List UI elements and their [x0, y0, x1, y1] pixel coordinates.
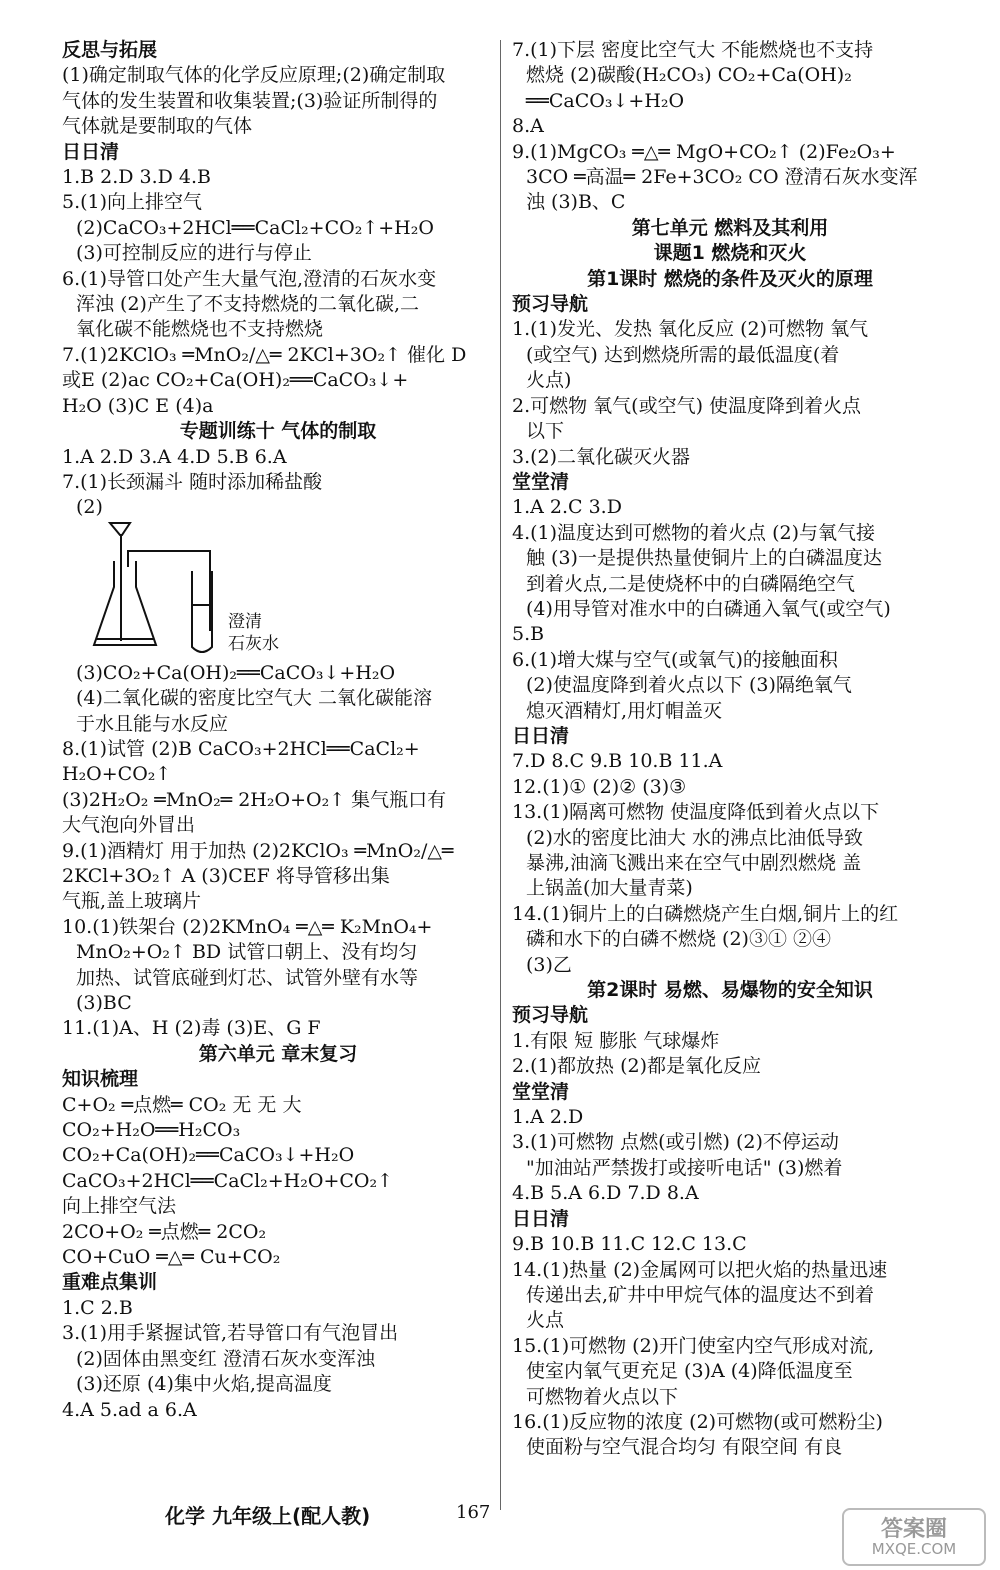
answer-line: 13.(1)隔离可燃物 使温度降低到着火点以下: [512, 801, 880, 824]
answer-line: 4.A 5.ad a 6.A: [62, 1398, 197, 1421]
answer-line: 火点): [526, 369, 572, 392]
answer-line: 气体就是要制取的气体: [62, 115, 253, 138]
answer-line: (2)固体由黑变红 澄清石灰水变浑浊: [76, 1347, 375, 1370]
answer-line: (3)2H₂O₂ ═MnO₂═ 2H₂O+O₂↑ 集气瓶口有: [62, 788, 447, 811]
answer-line: 或E (2)ac CO₂+Ca(OH)₂══CaCO₃↓+: [62, 369, 409, 392]
section-heading: 专题训练十 气体的制取: [179, 420, 377, 443]
answer-line: 浑浊 (2)产生了不支持燃烧的二氧化碳,二: [76, 293, 419, 316]
answer-line: ══CaCO₃↓+H₂O: [526, 89, 685, 112]
flask: [94, 561, 156, 645]
answer-line: 2CO+O₂ ═点燃═ 2CO₂: [62, 1220, 267, 1243]
answer-line: CO₂+Ca(OH)₂══CaCO₃↓+H₂O: [62, 1144, 355, 1167]
answer-line: 大气泡向外冒出: [62, 814, 196, 837]
answer-line: (3)CO₂+Ca(OH)₂══CaCO₃↓+H₂O: [76, 661, 396, 684]
answer-line: (2)水的密度比油大 水的沸点比油低导致: [526, 826, 863, 849]
answer-line: 使室内氧气更充足 (3)A (4)降低温度至: [526, 1360, 853, 1383]
answer-line: 上锅盖(加大量青菜): [526, 877, 693, 900]
section-heading: 第六单元 章末复习: [198, 1042, 358, 1065]
answer-line: 1.有限 短 膨胀 气球爆炸: [512, 1029, 720, 1052]
answer-line: 9.(1)MgCO₃ ═△═ MgO+CO₂↑ (2)Fe₂O₃+: [512, 140, 896, 163]
answer-line: 3.(1)用手紧握试管,若导管口有气泡冒出: [62, 1322, 399, 1345]
answer-line: 1.C 2.B: [62, 1296, 133, 1319]
answer-line: 传递出去,矿井中甲烷气体的温度达不到着: [526, 1283, 875, 1306]
answer-line: 1.B 2.D 3.D 4.B: [62, 166, 212, 189]
section-heading: 预习导航: [512, 1004, 589, 1027]
footer-subject: 化学 九年级上(配人教): [165, 1504, 371, 1528]
answer-line: 2.(1)都放热 (2)都是氧化反应: [512, 1055, 761, 1078]
answer-line: (4)用导管对准水中的白磷通入氧气(或空气): [526, 597, 891, 620]
watermark-logo: [842, 1508, 986, 1566]
answer-line: CaCO₃+2HCl══CaCl₂+H₂O+CO₂↑: [62, 1169, 394, 1192]
section-heading: 日日清: [62, 140, 120, 163]
watermark-line1: 答案圈: [880, 1517, 947, 1542]
answer-line: 1.A 2.C 3.D: [512, 496, 622, 519]
answer-line: CO₂+H₂O══H₂CO₃: [62, 1119, 241, 1142]
answer-line: 7.(1)下层 密度比空气大 不能燃烧也不支持: [512, 39, 874, 61]
answer-line: 11.(1)A、H (2)毒 (3)E、G F: [62, 1017, 321, 1040]
answer-line: 熄灭酒精灯,用灯帽盖灭: [526, 699, 723, 722]
answer-line: H₂O+CO₂↑: [62, 763, 172, 786]
section-heading: 第2课时 易燃、易爆物的安全知识: [587, 979, 873, 1002]
section-heading: 课题1 燃烧和灭火: [653, 242, 807, 265]
answer-line: 1.(1)发光、发热 氧化反应 (2)可燃物 氧气: [512, 318, 869, 341]
answer-line: 4.(1)温度达到可燃物的着火点 (2)与氧气接: [512, 521, 875, 544]
answer-line: 5.(1)向上排空气: [62, 191, 203, 214]
delivery-tube: [128, 551, 210, 631]
answer-line: 使面粉与空气混合均匀 有限空间 有良: [526, 1436, 843, 1459]
answer-line: 8.(1)试管 (2)B CaCO₃+2HCl══CaCl₂+: [62, 737, 420, 760]
answer-line: (3)BC: [76, 992, 132, 1014]
section-heading: 重难点集训: [62, 1271, 158, 1294]
answer-line: 到着火点,二是使烧杯中的白磷隔绝空气: [526, 572, 856, 595]
figure-label-1: 澄清: [228, 611, 262, 632]
answer-line: 于水且能与水反应: [76, 712, 229, 735]
answer-line: 2.可燃物 氧气(或空气) 使温度降到着火点: [512, 394, 862, 417]
answer-line: 气瓶,盖上玻璃片: [62, 890, 202, 913]
answer-line: 3.(1)可燃物 点燃(或引燃) (2)不停运动: [512, 1131, 839, 1154]
answer-line: 暴沸,油滴飞溅出来在空气中剧烈燃烧 盖: [526, 852, 862, 874]
answer-line: 气体的发生装置和收集装置;(3)验证所制得的: [62, 89, 438, 112]
answer-line: CO+CuO ═△═ Cu+CO₂: [62, 1246, 281, 1269]
answer-line: 触 (3)一是提供热量使铜片上的白磷温度达: [526, 547, 882, 570]
answer-line: 5.B: [512, 623, 545, 646]
answer-line: (3)乙: [526, 953, 572, 976]
section-heading: 知识梳理: [62, 1068, 139, 1091]
answer-line: 磷和水下的白磷不燃烧 (2)③① ②④: [526, 928, 831, 951]
section-heading: 预习导航: [512, 293, 589, 316]
page-number: 167: [456, 1502, 491, 1523]
apparatus-diagram: [62, 521, 494, 661]
answer-line: 4.B 5.A 6.D 7.D 8.A: [512, 1182, 699, 1205]
answer-line: 加热、试管底碰到灯芯、试管外壁有水等: [76, 966, 419, 989]
section-heading: 堂堂清: [512, 470, 570, 493]
answer-line: 火点: [526, 1309, 565, 1332]
answer-line: 15.(1)可燃物 (2)开门使室内空气形成对流,: [512, 1334, 875, 1357]
watermark-line2: MXQE.COM: [871, 1540, 957, 1558]
answer-line: (或空气) 达到燃烧所需的最低温度(着: [526, 343, 840, 366]
answer-line: 2KCl+3O₂↑ A (3)CEF 将导管移出集: [62, 864, 390, 887]
answer-line: 16.(1)反应物的浓度 (2)可燃物(或可燃粉尘): [512, 1410, 883, 1433]
answer-line: (2)CaCO₃+2HCl══CaCl₂+CO₂↑+H₂O: [76, 216, 434, 239]
answer-line: (4)二氧化碳的密度比空气大 二氧化碳能溶: [76, 687, 432, 710]
answer-line: 14.(1)铜片上的白磷燃烧产生白烟,铜片上的红: [512, 902, 899, 925]
answer-line: (1)确定制取气体的化学反应原理;(2)确定制取: [62, 64, 446, 87]
section-heading: 第七单元 燃料及其利用: [631, 216, 829, 239]
answer-line: 12.(1)① (2)② (3)③: [512, 775, 687, 798]
answer-line: 燃烧 (2)碳酸(H₂CO₃) CO₂+Ca(OH)₂: [526, 64, 852, 87]
answer-line: 可燃物着火点以下: [526, 1385, 679, 1408]
answer-line: 3CO ═高温═ 2Fe+3CO₂ CO 澄清石灰水变浑: [526, 166, 918, 189]
answer-line: 7.(1)2KClO₃ ═MnO₂/△═ 2KCl+3O₂↑ 催化 D: [62, 343, 467, 366]
answer-line: 14.(1)热量 (2)金属网可以把火焰的热量迅速: [512, 1258, 888, 1281]
section-heading: 日日清: [512, 1207, 570, 1230]
answer-line: C+O₂ ═点燃═ CO₂ 无 无 大: [62, 1093, 302, 1116]
section-heading: 反思与拓展: [62, 39, 158, 61]
section-heading: 日日清: [512, 724, 570, 747]
answer-line: (2): [76, 496, 103, 519]
answer-line: 6.(1)导管口处产生大量气泡,澄清的石灰水变: [62, 267, 437, 290]
funnel: [110, 523, 130, 535]
section-heading: 第1课时 燃烧的条件及灭火的原理: [587, 267, 873, 290]
answer-line: 10.(1)铁架台 (2)2KMnO₄ ═△═ K₂MnO₄+: [62, 915, 433, 938]
answer-line: 6.(1)增大煤与空气(或氧气)的接触面积: [512, 648, 838, 671]
answer-line: 9.B 10.B 11.C 12.C 13.C: [512, 1233, 747, 1256]
left-column: [62, 38, 494, 1423]
answer-line: 氧化碳不能燃烧也不支持燃烧: [76, 318, 324, 341]
answer-line: 7.D 8.C 9.B 10.B 11.A: [512, 750, 723, 773]
answer-line: 向上排空气法: [62, 1195, 177, 1218]
answer-line: 7.(1)长颈漏斗 随时添加稀盐酸: [62, 470, 323, 493]
answer-line: 1.A 2.D: [512, 1106, 584, 1129]
answer-line: 3.(2)二氧化碳灭火器: [512, 445, 691, 468]
answer-line: MnO₂+O₂↑ BD 试管口朝上、没有均匀: [76, 941, 418, 964]
figure-label-2: 石灰水: [228, 633, 279, 654]
answer-line: 浊 (3)B、C: [526, 191, 626, 214]
answer-line: 9.(1)酒精灯 用于加热 (2)2KClO₃ ═MnO₂/△═: [62, 839, 454, 862]
section-heading: 堂堂清: [512, 1080, 570, 1103]
answer-line: "加油站严禁拨打或接听电话" (3)燃着: [526, 1156, 843, 1179]
answer-line: (3)还原 (4)集中火焰,提高温度: [76, 1373, 332, 1396]
answer-line: 1.A 2.D 3.A 4.D 5.B 6.A: [62, 445, 287, 468]
answer-line: H₂O (3)C E (4)a: [62, 394, 214, 417]
answer-line: (2)使温度降到着火点以下 (3)隔绝氧气: [526, 674, 852, 697]
column-divider: [500, 40, 501, 1510]
answer-line: (3)可控制反应的进行与停止: [76, 242, 312, 265]
answer-line: 以下: [526, 420, 565, 443]
answer-line: 8.A: [512, 115, 544, 138]
right-column: [512, 38, 948, 1461]
